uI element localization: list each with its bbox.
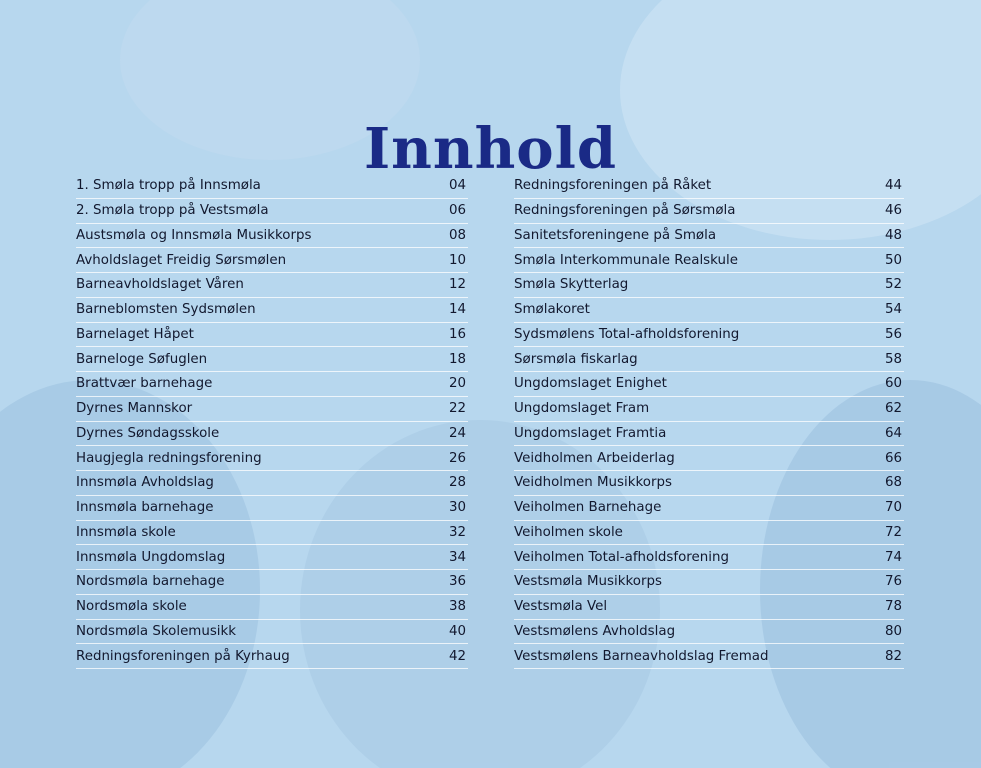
toc-entry-title: Sørsmøla fiskarlag [514, 351, 638, 367]
toc-page-number: 48 [884, 227, 902, 243]
toc-entry [514, 595, 904, 620]
toc-entry [514, 174, 904, 199]
toc-entry [514, 273, 904, 298]
toc-page-number: 40 [448, 623, 466, 639]
toc-page-number: 72 [884, 524, 902, 540]
toc-entry-title: Sydsmølens Total-afholdsforening [514, 326, 740, 342]
toc-entry-title: Vestsmølens Barneavholdslag Fremad [514, 648, 769, 664]
toc-entry-title: Brattvær barnehage [76, 376, 213, 392]
toc-entry [76, 644, 468, 669]
toc-entry [76, 570, 468, 595]
toc-page-number: 28 [448, 475, 466, 491]
toc-entry-title: Nordsmøla Skolemusikk [76, 623, 237, 639]
toc-entry [514, 644, 904, 669]
toc-page-number: 56 [884, 326, 902, 342]
toc-page-number: 82 [884, 648, 902, 664]
toc-page-number: 50 [884, 252, 902, 268]
toc-entry [514, 372, 904, 397]
toc-entry-title: Veiholmen Barnehage [514, 500, 662, 516]
toc-column-left [76, 174, 468, 669]
toc-entry [514, 248, 904, 273]
toc-entry-title: Redningsforeningen på Råket [514, 178, 712, 194]
toc-page-number: 22 [448, 401, 466, 417]
toc-entry [76, 595, 468, 620]
toc-entry-title: Ungdomslaget Enighet [514, 376, 667, 392]
toc-entry-title: Redningsforeningen på Kyrhaug [76, 648, 290, 664]
toc-entry [514, 323, 904, 348]
toc-entry [514, 347, 904, 372]
toc-page-number: 36 [448, 574, 466, 590]
toc-entry [76, 521, 468, 546]
toc-entry-title: Barnelaget Håpet [76, 326, 194, 342]
toc-entry-title: Innsmøla Avholdslag [76, 475, 214, 491]
toc-page-number: 30 [448, 500, 466, 516]
toc-page-number: 16 [448, 326, 466, 342]
toc-page-number: 14 [448, 302, 466, 318]
toc-entry-title: Barneloge Søfuglen [76, 351, 208, 367]
toc-entry-title: Veidholmen Musikkorps [514, 475, 672, 491]
toc-entry-title: Vestsmølens Avholdslag [514, 623, 676, 639]
toc-entry [514, 397, 904, 422]
toc-entry-title: Nordsmøla barnehage [76, 574, 225, 590]
toc-entry-title: Redningsforeningen på Sørsmøla [514, 203, 736, 219]
toc-entry-title: Veiholmen Total-afholdsforening [514, 549, 729, 565]
toc-page-number: 52 [884, 277, 902, 293]
toc-page-number: 44 [884, 178, 902, 194]
toc-entry-title: Avholdslaget Freidig Sørsmølen [76, 252, 287, 268]
toc-page-number: 80 [884, 623, 902, 639]
toc-entry-title: Dyrnes Søndagsskole [76, 425, 220, 441]
toc-page-number: 76 [884, 574, 902, 590]
toc-entry [76, 347, 468, 372]
toc-page-number: 64 [884, 425, 902, 441]
toc-entry [76, 298, 468, 323]
toc-entry [514, 199, 904, 224]
toc-entry [76, 496, 468, 521]
toc-entry [76, 323, 468, 348]
toc-page-number: 66 [884, 450, 902, 466]
toc-page-number: 68 [884, 475, 902, 491]
toc-page-number: 20 [448, 376, 466, 392]
toc-entry-title: Veidholmen Arbeiderlag [514, 450, 675, 466]
toc-page-number: 38 [448, 599, 466, 615]
toc-page-number: 54 [884, 302, 902, 318]
toc-entry-title: Innsmøla skole [76, 524, 176, 540]
toc-page-number: 46 [884, 203, 902, 219]
toc-entry [76, 422, 468, 447]
toc-entry [76, 199, 468, 224]
toc-entry [76, 471, 468, 496]
toc-page-number: 58 [884, 351, 902, 367]
toc-entry-title: 2. Smøla tropp på Vestsmøla [76, 203, 269, 219]
toc-entry-title: Innsmøla Ungdomslag [76, 549, 226, 565]
toc-entry-title: Innsmøla barnehage [76, 500, 214, 516]
toc-page-number: 10 [448, 252, 466, 268]
toc-page-number: 06 [448, 203, 466, 219]
toc-page-number: 78 [884, 599, 902, 615]
toc-entry-title: Smølakoret [514, 302, 590, 318]
toc-entry-title: 1. Smøla tropp på Innsmøla [76, 178, 261, 194]
toc-page-number: 74 [884, 549, 902, 565]
toc-entry [514, 422, 904, 447]
toc-page-number: 18 [448, 351, 466, 367]
toc-entry-title: Smøla Skytterlag [514, 277, 629, 293]
toc-page-number: 08 [448, 227, 466, 243]
toc-entry [514, 570, 904, 595]
toc-entry-title: Vestsmøla Vel [514, 599, 608, 615]
toc-column-right [514, 174, 904, 669]
toc-entry [514, 521, 904, 546]
toc-page-number: 12 [448, 277, 466, 293]
toc-page-number: 24 [448, 425, 466, 441]
toc-entry [76, 545, 468, 570]
toc-entry [76, 224, 468, 249]
toc-entry [514, 496, 904, 521]
toc-entry-title: Barneavholdslaget Våren [76, 277, 244, 293]
toc-page-number: 60 [884, 376, 902, 392]
toc-entry [76, 273, 468, 298]
toc-entry-title: Ungdomslaget Framtia [514, 425, 667, 441]
toc-entry-title: Sanitetsforeningene på Smøla [514, 227, 717, 243]
toc-page-number: 04 [448, 178, 466, 194]
toc-entry [514, 620, 904, 645]
toc-entry [514, 471, 904, 496]
toc-entry [514, 545, 904, 570]
toc-page-number: 26 [448, 450, 466, 466]
toc-entry [76, 620, 468, 645]
toc-entry [514, 446, 904, 471]
toc-entry-title: Haugjegla redningsforening [76, 450, 262, 466]
page-title: Innhold [363, 115, 618, 182]
toc-entry-title: Barneblomsten Sydsmølen [76, 302, 256, 318]
toc-entry-title: Austsmøla og Innsmøla Musikkorps [76, 227, 312, 243]
toc-entry-title: Dyrnes Mannskor [76, 401, 193, 417]
toc-page-number: 62 [884, 401, 902, 417]
toc-entry-title: Ungdomslaget Fram [514, 401, 650, 417]
toc-entry [514, 298, 904, 323]
toc-entry [76, 174, 468, 199]
toc-page-number: 34 [448, 549, 466, 565]
toc-page-number: 70 [884, 500, 902, 516]
toc-entry [76, 248, 468, 273]
toc-entry [76, 397, 468, 422]
toc-entry-title: Vestsmøla Musikkorps [514, 574, 662, 590]
toc-entry [76, 446, 468, 471]
toc-entry-title: Nordsmøla skole [76, 599, 187, 615]
toc-page-number: 42 [448, 648, 466, 664]
toc-entry [514, 224, 904, 249]
toc-entry-title: Smøla Interkommunale Realskule [514, 252, 738, 268]
toc-page-number: 32 [448, 524, 466, 540]
toc-entry-title: Veiholmen skole [514, 524, 623, 540]
toc-entry [76, 372, 468, 397]
